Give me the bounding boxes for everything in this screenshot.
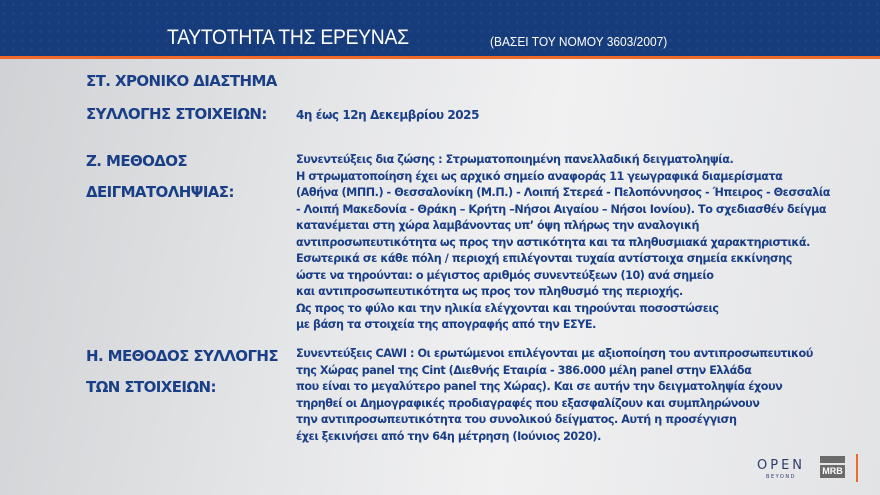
- open-logo-text: OPEN: [757, 458, 806, 473]
- mrb-logo-bar: [820, 456, 845, 463]
- text-line: Ως προς το φύλο και την ηλικία ελέγχονται και τηρούνται ποσοστώσεις: [296, 301, 719, 315]
- text-line: αντιπροσωπευτικότητα ως προς την αστικότητα και τα πληθυσμιακά χαρακτηριστικά.: [296, 235, 810, 249]
- section-text-collection: [296, 346, 871, 445]
- section-label-period-line1: ΣΤ. ΧΡΟΝΙΚΟ ΔΙΑΣΤΗΜΑ: [86, 72, 277, 90]
- text-line: - Λοιπή Μακεδονία - Θράκη – Κρήτη –Νήσοι Αιγαίου – Νήσοι Ιονίου). Το σχεδιασθέν δείγμα: [296, 202, 827, 216]
- section-label-collection-line1: Η. ΜΕΘΟΔΟΣ ΣΥΛΛΟΓΗΣ: [86, 347, 279, 365]
- text-line: Συνεντεύξεις CAWI : Οι ερωτώμενοι επιλέγονται με αξιοποίηση του αντιπροσωπευτικού: [296, 347, 813, 360]
- page-subtitle: (ΒΑΣΕΙ ΤΟΥ ΝΟΜΟΥ 3603/2007): [490, 34, 668, 49]
- text-line: Συνεντεύξεις δια ζώσης : Στρωματοποιημένη πανελλαδική δειγματοληψία.: [296, 153, 734, 166]
- text-line: κατανέμεται στη χώρα λαμβάνοντας υπ’ όψη πλήρως την αναλογική: [296, 219, 700, 232]
- open-logo-tagline: BEYOND: [766, 474, 796, 480]
- text-line: ώστε να τηρούνται: ο μέγιστος αριθμός συνεντεύξεων (10) ανά σημείο: [296, 268, 714, 282]
- text-line: Η στρωματοποίηση έχει ως αρχικό σημείο αναφοράς 11 γεωγραφικά διαμερίσματα: [296, 169, 783, 183]
- section-label-collection-line2: ΤΩΝ ΣΤΟΙΧΕΙΩΝ:: [86, 378, 216, 396]
- text-line: την αντιπροσωπευτικότητα του συνολικού δείγματος. Αυτή η προσέγγιση: [296, 413, 737, 426]
- section-text-sampling: [296, 152, 871, 334]
- text-line: με βάση τα στοιχεία της απογραφής από την ΕΣΥΕ.: [296, 318, 596, 331]
- text-line: που είναι το μεγαλύτερο panel της Χώρας). Και σε αυτήν την δειγματοληψία έχουν: [296, 380, 783, 393]
- text-line: 4η έως 12η Δεκεμβρίου 2025: [296, 108, 479, 122]
- section-label-sampling-line1: Ζ. ΜΕΘΟΔΟΣ: [86, 152, 188, 170]
- text-line: τηρηθεί οι Δημογραφικές προδιαγραφές που εξασφαλίζουν και συμπληρώνουν: [296, 396, 760, 410]
- header-accent-stripe: [0, 56, 880, 59]
- mrb-logo-text: MRB: [820, 465, 845, 478]
- page-title: ΤΑΥΤΟΤΗΤΑ ΤΗΣ ΕΡΕΥΝΑΣ: [167, 26, 409, 49]
- text-line: της Χώρας panel της Cint (Διεθνής Εταιρία - 386.000 μέλη panel στην Ελλάδα: [296, 363, 752, 377]
- text-line: (Αθήνα (ΜΠΠ.) - Θεσσαλονίκη (Μ.Π.) - Λοιπή Στερεά - Πελοπόννησος - Ήπειρος - Θεσσαλία: [296, 186, 830, 199]
- header-bar: [0, 0, 880, 56]
- text-line: Εσωτερικά σε κάθε πόλη / περιοχή επιλέγονται τυχαία αντίστοιχα σημεία εκκίνησης: [296, 252, 792, 265]
- section-label-sampling-line2: ΔΕΙΓΜΑΤΟΛΗΨΙΑΣ:: [86, 183, 234, 201]
- section-text-period: [296, 107, 871, 124]
- mrb-logo: [820, 456, 845, 478]
- section-label-period-line2: ΣΥΛΛΟΓΗΣ ΣΤΟΙΧΕΙΩΝ:: [86, 105, 267, 123]
- text-line: και αντιπροσωπευτικότητα ως προς τον πληθυσμό της περιοχής.: [296, 285, 683, 298]
- open-beyond-logo: [757, 459, 805, 480]
- footer-accent-line: [856, 454, 858, 482]
- text-line: έχει ξεκινήσει από την 64η μέτρηση (Ιούνιος 2020).: [296, 429, 601, 443]
